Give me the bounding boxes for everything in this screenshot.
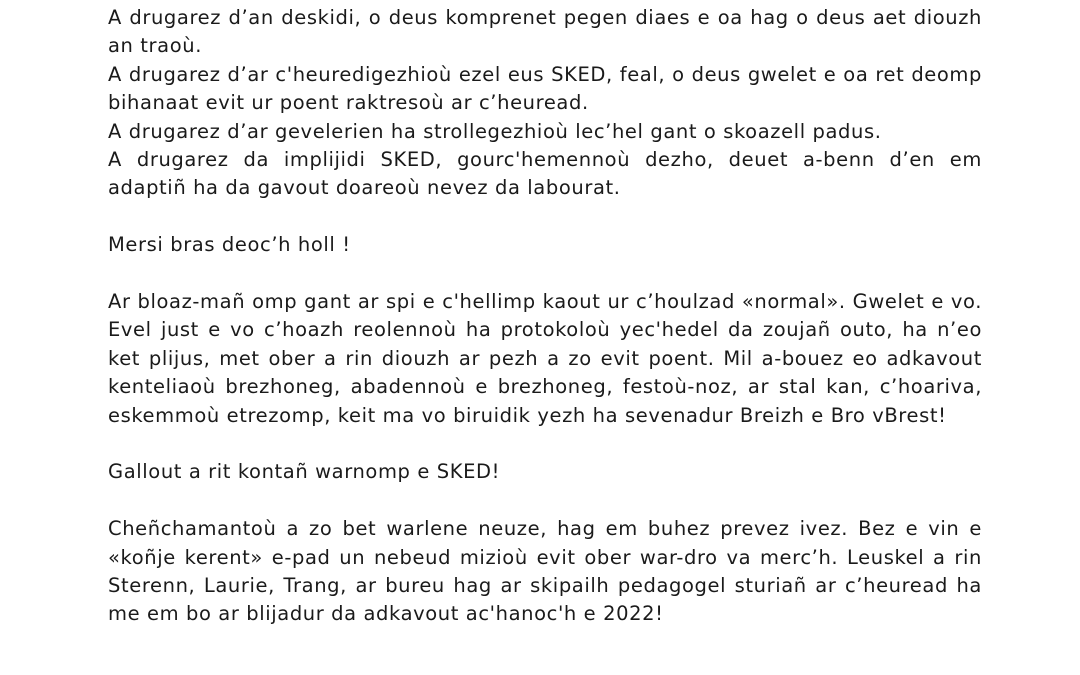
thanks-line-students: A drugarez d’an deskidi, o deus komprenet pegen diaes e oa hag o deus aet diouzh an traoù. — [108, 6, 982, 58]
thanks-line-partners: A drugarez d’ar gevelerien ha strollegezhioù lec’hel gant o skoazell padus. — [108, 119, 882, 143]
thanks-all-line: Mersi bras deoc’h holl ! — [108, 233, 351, 257]
paragraph-changes: Cheñchamantoù a zo bet warlene neuze, hag em buhez prevez ivez. Bez e vin e «koñje kerent» e-pad un nebeud mizioù evit ober war-dro va merc’h. Leuskel a rin Sterenn, Laurie, Trang, ar bureu hag ar skipailh pedagogel sturiañ ar c’heuread ha me em bo ar blijadur da adkavout ac'hanoc'h e 2022! — [108, 517, 982, 626]
document-body — [108, 4, 982, 629]
paragraph-spacer — [108, 203, 982, 231]
thanks-line-member-associations: A drugarez d’ar c'heuredigezhioù ezel eus SKED, feal, o deus gwelet e oa ret deomp bihanaat evit ur poent raktresoù ar c’heuread. — [108, 62, 982, 115]
paragraph-spacer — [108, 430, 982, 458]
paragraph-spacer — [108, 487, 982, 515]
count-on-us-line: Gallout a rit kontañ warnomp e SKED! — [108, 460, 501, 484]
thanks-line-employees: A drugarez da implijidi SKED, gourc'hemennoù dezho, deuet a-benn d’en em adaptiñ ha da gavout doareoù nevez da labourat. — [108, 148, 982, 200]
paragraph-spacer — [108, 260, 982, 288]
paragraph-this-year: Ar bloaz-mañ omp gant ar spi e c'hellimp kaout ur c’houlzad «normal». Gwelet e vo. Evel just e vo c’hoazh reolennoù ha protokoloù yec'hedel da zoujañ outo, ha n’eo ket plijus, met ober a rin diouzh ar pezh a zo evit poent. Mil a-bouez eo adkavout kenteliaoù brezhoneg, abadennoù e brezhoneg, festoù-noz, ar stal kan, c’hoariva, eskemmoù etrezomp, keit ma vo biruidik yezh ha sevenadur Breizh e Bro vBrest! — [108, 290, 982, 427]
